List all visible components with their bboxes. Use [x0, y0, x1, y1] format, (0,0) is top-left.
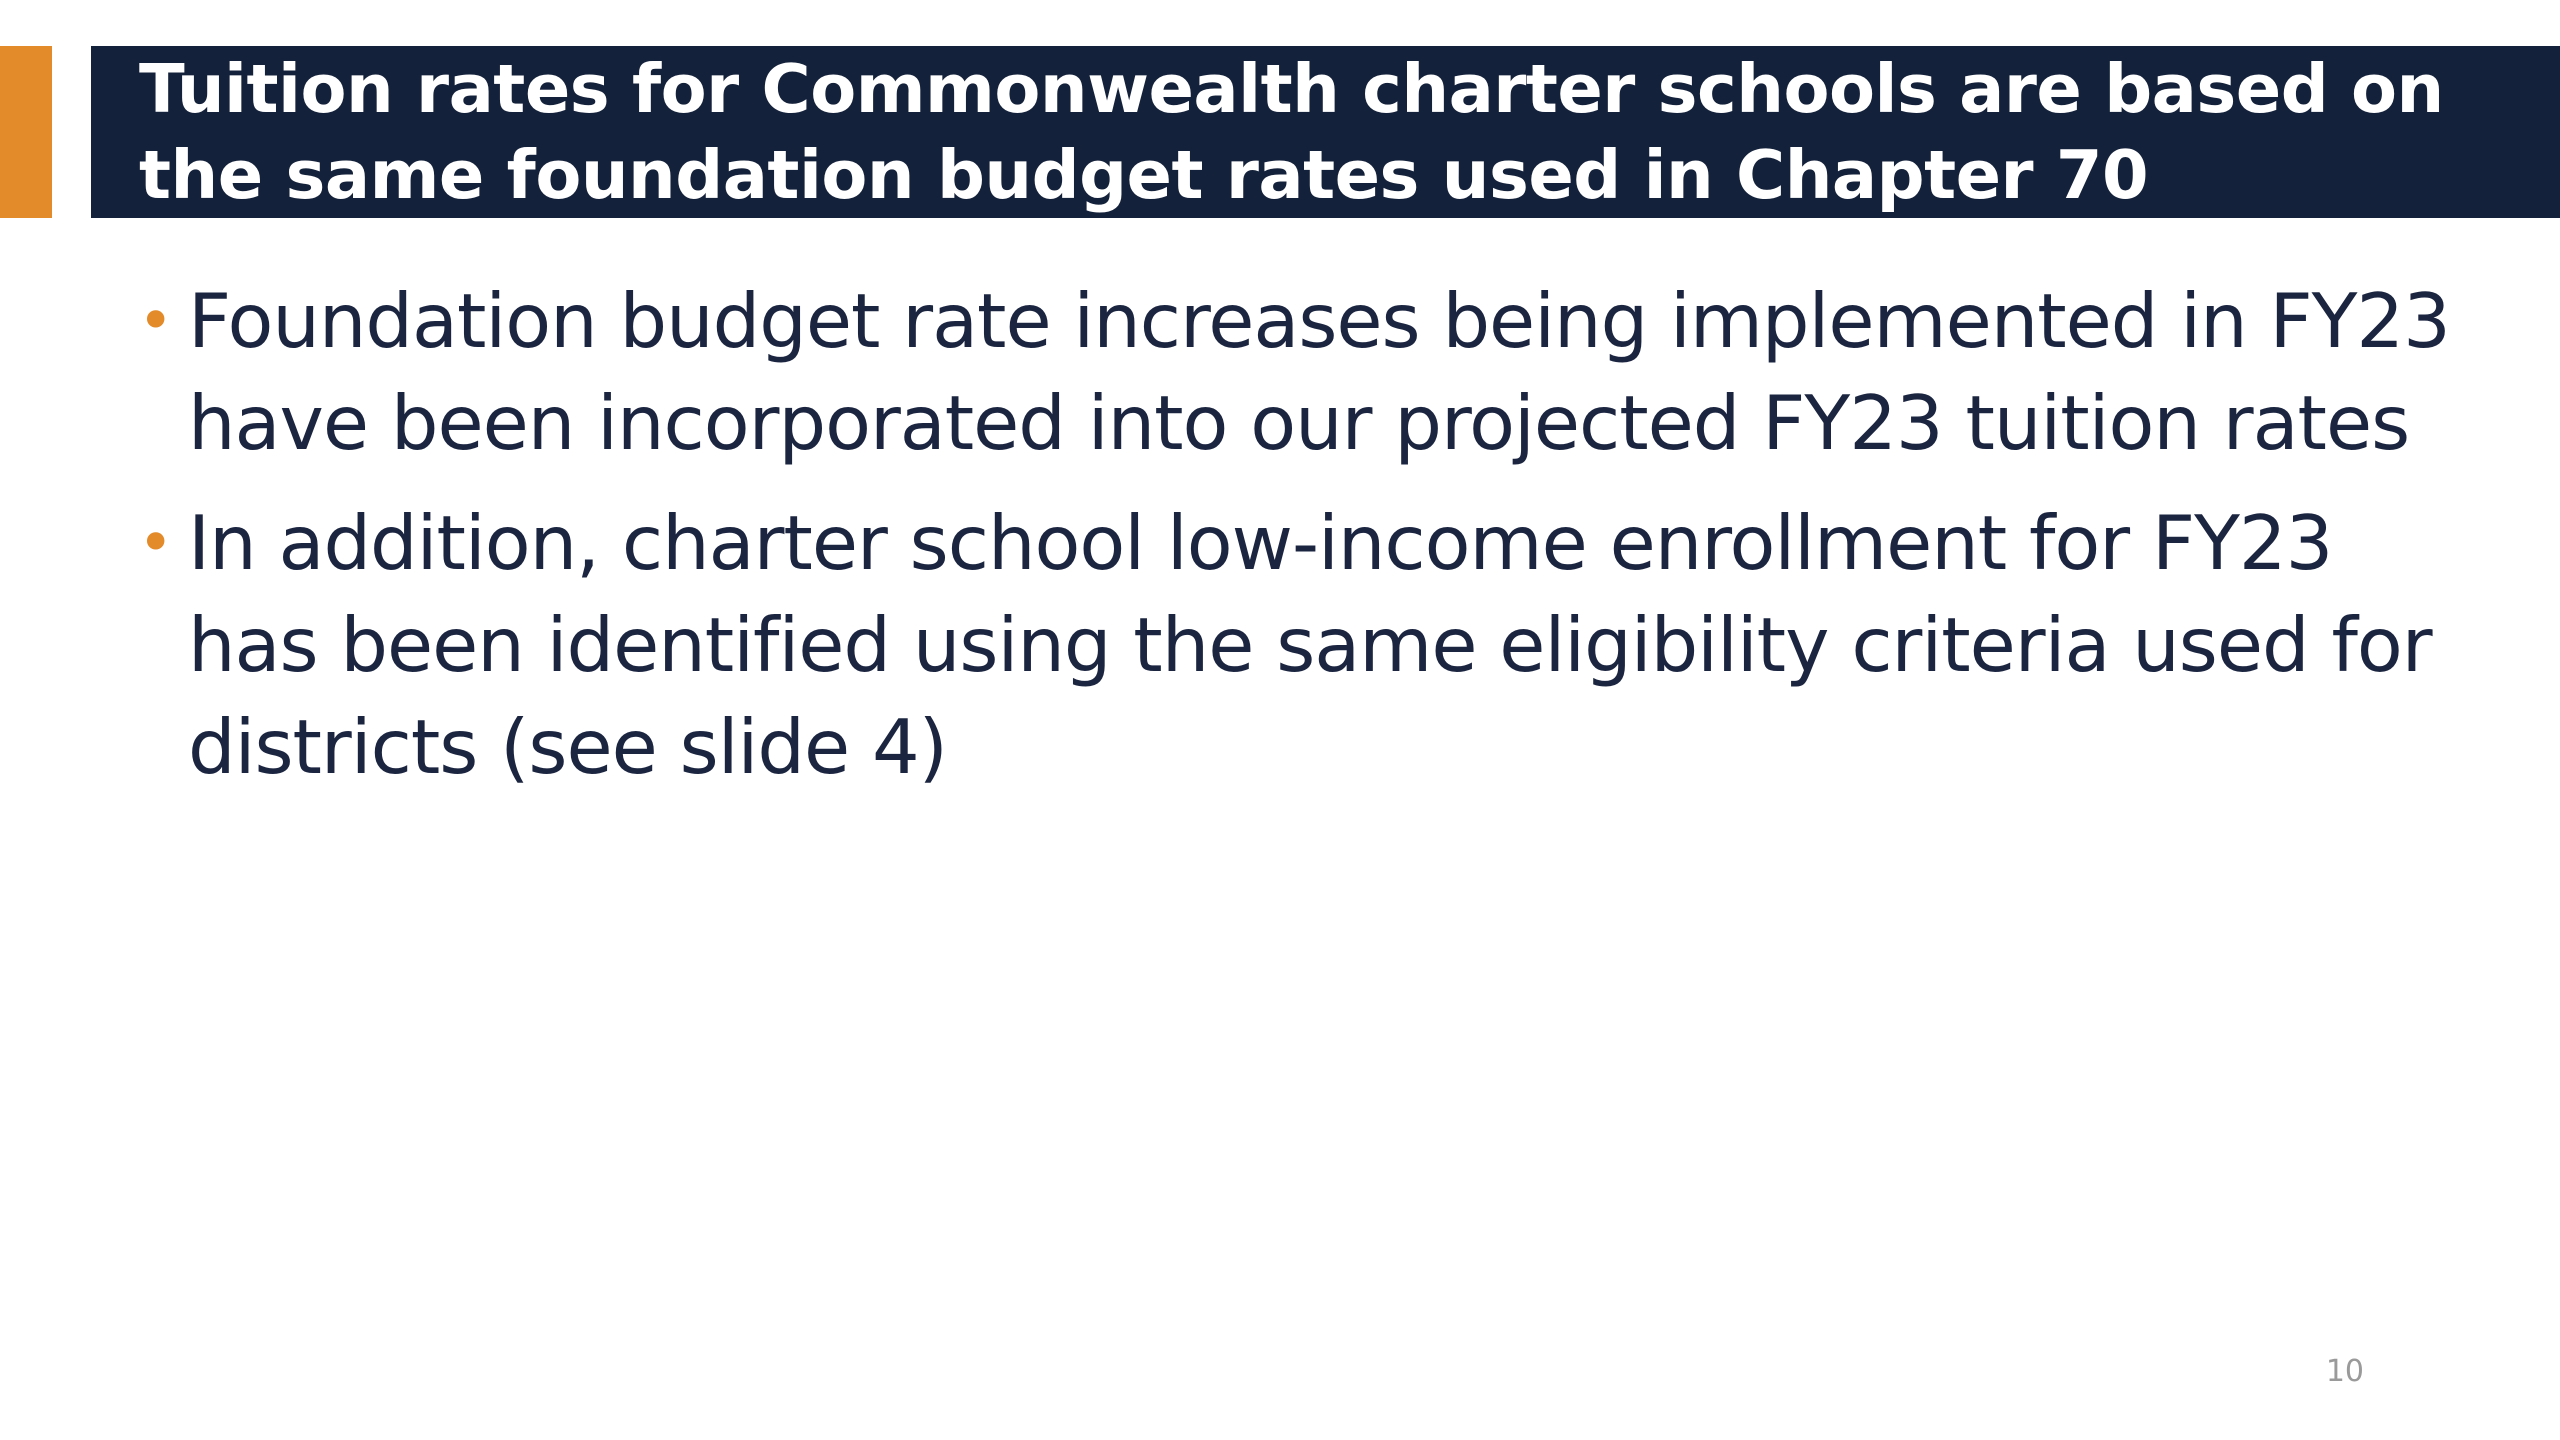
bullet-list [138, 270, 2478, 816]
title-bar [91, 46, 2560, 218]
bullet-icon: • [138, 508, 173, 578]
bullet-text: In addition, charter school low-income enrollment for FY23 has been identified using the same eligibility criteria used for districts (see slide 4) [188, 499, 2432, 791]
bullet-icon: • [138, 286, 173, 356]
bullet-text: Foundation budget rate increases being implemented in FY23 have been incorporated into our projected FY23 tuition rates [188, 277, 2450, 467]
bullet-item [138, 270, 2478, 474]
title-accent-bar [0, 46, 52, 218]
slide-title: Tuition rates for Commonwealth charter schools are based on the same foundation budget rates used in Chapter 70 [139, 50, 2444, 214]
bullet-item [138, 492, 2478, 798]
page-number: 10 [2325, 1354, 2364, 1389]
